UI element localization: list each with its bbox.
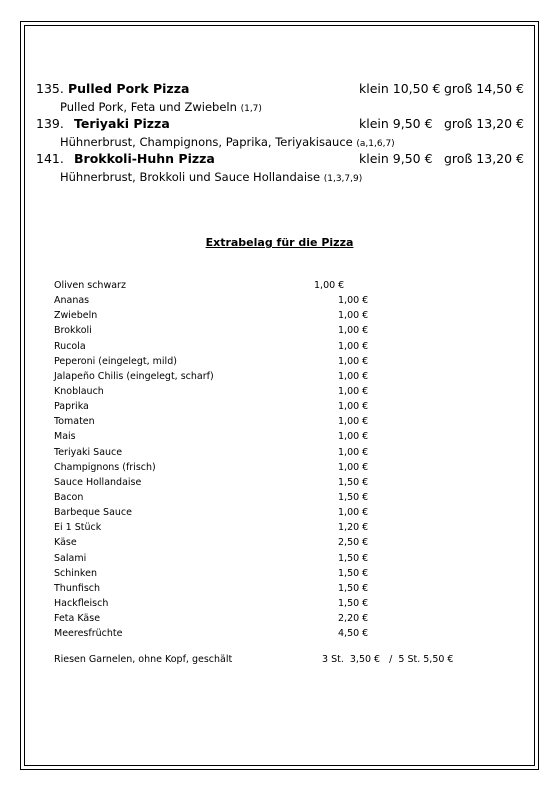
extra-row xyxy=(54,490,504,505)
extra-price: 1,00 € xyxy=(338,507,369,519)
extra-name: Champignons (frisch) xyxy=(54,461,156,473)
pizza-number: 135. xyxy=(36,81,64,96)
extra-row xyxy=(54,460,504,475)
extra-row xyxy=(54,505,504,520)
extra-name: Thunfisch xyxy=(54,582,101,594)
extra-row xyxy=(54,339,504,354)
extra-price: 1,00 € xyxy=(338,446,369,458)
extra-name: Sauce Hollandaise xyxy=(54,476,142,488)
extra-price: 1,00 € xyxy=(338,385,369,397)
extra-row xyxy=(54,611,504,626)
extra-price: 1,00 € xyxy=(338,340,369,352)
pizza-number: 139. xyxy=(36,116,64,131)
extra-row xyxy=(54,414,504,429)
extra-price: 1,00 € xyxy=(338,325,369,337)
pizza-number: 141. xyxy=(36,151,64,166)
extra-price: 1,00 € xyxy=(314,280,345,291)
price-large: groß 13,20 € xyxy=(444,151,525,166)
extra-row xyxy=(54,566,504,581)
extra-name: Peperoni (eingelegt, mild) xyxy=(54,355,177,367)
extra-name: Paprika xyxy=(54,401,89,413)
pizza-ingredients: Hühnerbrust, Brokkoli und Sauce Hollandaise xyxy=(60,170,321,184)
extra-row xyxy=(54,384,504,399)
extra-name: Zwiebeln xyxy=(54,310,98,322)
extra-price: 1,00 € xyxy=(338,431,369,443)
extra-name: Teriyaki Sauce xyxy=(54,446,123,458)
extra-name: Ei 1 Stück xyxy=(54,522,102,534)
extra-name: Knoblauch xyxy=(54,385,104,397)
pizza-allergens: (1,3,7,9) xyxy=(323,174,363,184)
extra-price: 1,50 € xyxy=(338,582,369,594)
extra-name: Tomaten xyxy=(54,416,95,428)
extra-name: Schinken xyxy=(54,567,97,579)
extra-row xyxy=(54,596,504,611)
extra-name: Brokkoli xyxy=(54,325,92,337)
extra-row xyxy=(54,399,504,414)
extra-name: Salami xyxy=(54,552,87,564)
pizza-name: Teriyaki Pizza xyxy=(74,116,170,131)
extra-row xyxy=(54,475,504,490)
price-small: klein 10,50 € xyxy=(359,81,441,96)
extra-row xyxy=(54,293,504,308)
extra-price: 1,50 € xyxy=(338,476,369,488)
extra-row xyxy=(54,581,504,596)
extra-price: 1,00 € xyxy=(338,416,369,428)
pizza-name: Pulled Pork Pizza xyxy=(68,81,190,96)
extra-name: Barbeque Sauce xyxy=(54,507,132,519)
extras-list xyxy=(54,278,504,641)
extra-row xyxy=(54,278,504,293)
extra-price: 1,20 € xyxy=(338,522,369,534)
extra-name: Mais xyxy=(54,431,76,443)
extra-name: Bacon xyxy=(54,491,84,503)
pizza-description xyxy=(36,134,526,150)
extra-row xyxy=(54,520,504,535)
extra-price: 1,50 € xyxy=(338,491,369,503)
extra-price: 2,50 € xyxy=(338,537,369,549)
pizza-name: Brokkoli-Huhn Pizza xyxy=(74,151,215,166)
extra-name: Meeresfrüchte xyxy=(54,628,123,640)
extra-name: Hackfleisch xyxy=(54,597,109,609)
pizza-item xyxy=(36,116,526,150)
pizza-ingredients: Pulled Pork, Feta und Zwiebeln xyxy=(60,100,237,114)
extras-heading: Extrabelag für die Pizza xyxy=(205,236,354,249)
extra-price: 1,50 € xyxy=(338,597,369,609)
price-small: klein 9,50 € xyxy=(359,151,433,166)
shrimp-name: Riesen Garnelen, ohne Kopf, geschält xyxy=(54,654,233,665)
extra-row xyxy=(54,354,504,369)
extra-price: 1,00 € xyxy=(338,370,369,382)
pizza-description xyxy=(36,169,526,185)
pizza-allergens: (a,1,6,7) xyxy=(356,139,395,149)
extra-row xyxy=(54,369,504,384)
extra-price: 4,50 € xyxy=(338,628,369,640)
extra-row xyxy=(54,323,504,338)
shrimp-price: 3 St. 3,50 € / 5 St. 5,50 € xyxy=(322,654,454,665)
extra-price: 1,00 € xyxy=(338,401,369,413)
extra-price: 1,00 € xyxy=(338,355,369,367)
extra-price: 2,20 € xyxy=(338,613,369,625)
price-large: groß 13,20 € xyxy=(444,116,525,131)
extra-name: Käse xyxy=(54,537,77,549)
extra-row xyxy=(54,551,504,566)
price-large: groß 14,50 € xyxy=(444,81,525,96)
extra-row xyxy=(54,308,504,323)
extra-name: Feta Käse xyxy=(54,613,101,625)
extra-price: 1,00 € xyxy=(338,295,369,307)
extra-row xyxy=(54,429,504,444)
pizza-allergens: (1,7) xyxy=(240,104,262,114)
extra-name: Ananas xyxy=(54,295,90,307)
extra-name: Oliven schwarz xyxy=(54,280,126,291)
extra-row xyxy=(54,445,504,460)
pizza-ingredients: Hühnerbrust, Champignons, Paprika, Teriyakisauce xyxy=(60,135,353,149)
pizza-description xyxy=(36,99,526,115)
extra-row xyxy=(54,535,504,550)
pizza-item xyxy=(36,81,526,115)
extra-price: 1,50 € xyxy=(338,567,369,579)
shrimp-row xyxy=(54,654,514,665)
price-small: klein 9,50 € xyxy=(359,116,433,131)
extra-price: 1,50 € xyxy=(338,552,369,564)
extra-name: Jalapeño Chilis (eingelegt, scharf) xyxy=(54,370,214,382)
extra-row xyxy=(54,626,504,641)
extra-price: 1,00 € xyxy=(338,310,369,322)
extra-name: Rucola xyxy=(54,340,86,352)
extra-price: 1,00 € xyxy=(338,461,369,473)
pizza-item xyxy=(36,151,526,185)
